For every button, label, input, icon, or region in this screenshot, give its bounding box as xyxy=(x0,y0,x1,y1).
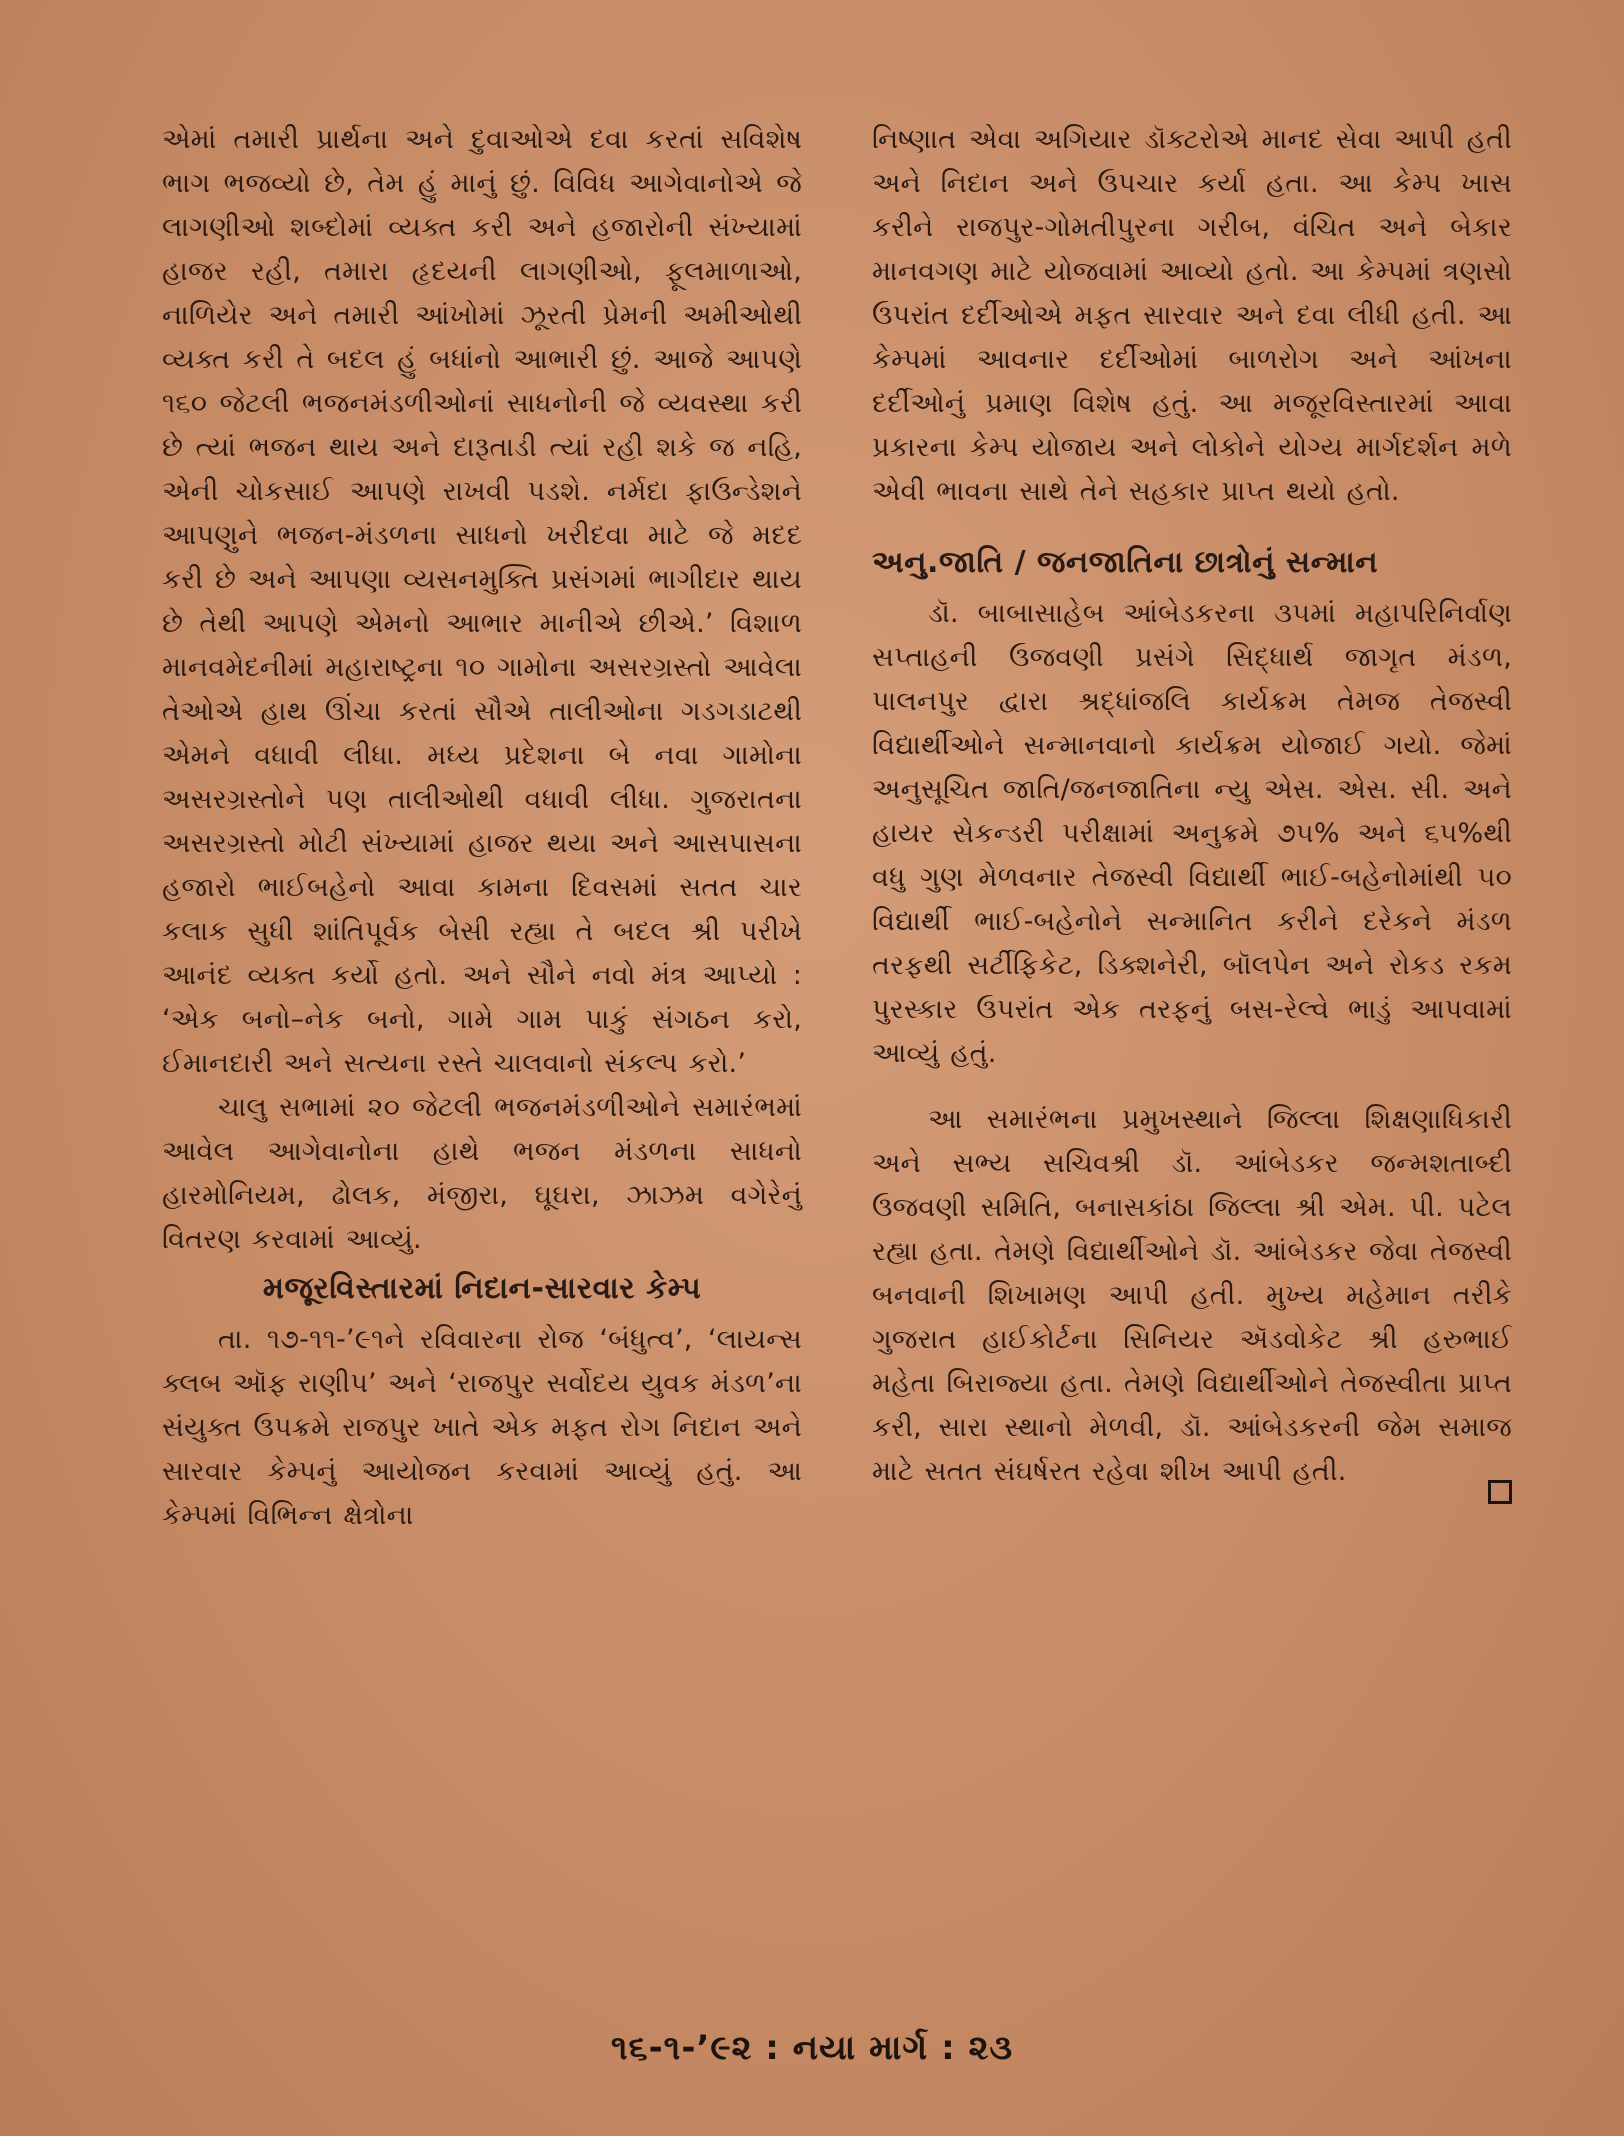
article-paragraph: તા. ૧૭-૧૧-’૯૧ને રવિવારના રોજ ‘બંધુત્વ’, ‘લાયન્સ ક્લબ ઑફ રાણીપ’ અને ‘રાજપુર સર્વોદય યુવક મંડળ’ના સંયુક્ત ઉપક્રમે રાજપુર ખાતે એક મફત રોગ નિદાન અને સારવાર કેમ્પનું આયોજન કરવામાં આવ્યું હતું. આ કેમ્પમાં વિભિન્ન ક્ષેત્રોના xyxy=(162,1324,802,1531)
article-paragraph: એમાં તમારી પ્રાર્થના અને દુવાઓએ દવા કરતાં સવિશેષ ભાગ ભજવ્યો છે, તેમ હું માનું છું. વિવિધ આગેવાનોએ જે લાગણીઓ શબ્દોમાં વ્યક્ત કરી અને હજારોની સંખ્યામાં હાજર રહી, તમારા હૃદયની લાગણીઓ, ફૂલમાળાઓ, નાળિયેર અને તમારી આંખોમાં ઝૂરતી પ્રેમની અમીઓથી વ્યક્ત કરી તે બદલ હું બધાંનો આભારી છું. આજે આપણે ૧૬૦ જેટલી ભજનમંડળીઓનાં સાધનોની જે વ્યવસ્થા કરી છે ત્યાં ભજન થાય અને દારૂતાડી ત્યાં રહી શકે જ નહિ, એની ચોકસાઈ આપણે રાખવી પડશે. નર્મદા ફાઉન્ડેશને આપણુને ભજન-મંડળના સાધનો ખરીદવા માટે જે મદદ કરી છે અને આપણા વ્યસનમુક્તિ પ્રસંગમાં ભાગીદાર થાય છે તેથી આપણે એમનો આભાર માનીએ છીએ.’ વિશાળ માનવમેદનીમાં મહારાષ્ટ્રના ૧૦ ગામોના અસરગ્રસ્તો આવેલા તેઓએ હાથ ઊંચા કરતાં સૌએ તાલીઓના ગડગડાટથી એમને વધાવી લીધા. મધ્ય પ્રદેશના બે નવા ગામોના અસરગ્રસ્તોને પણ તાલીઓથી વધાવી લીધા. ગુજરાતના અસરગ્રસ્તો મોટી સંખ્યામાં હાજર થયા અને આસપાસના હજારો ભાઈબહેનો આવા કામના દિવસમાં સતત ચાર કલાક સુધી શાંતિપૂર્વક બેસી રહ્યા તે બદલ શ્રી પરીખે આનંદ વ્યક્ત કર્યો હતો. અને સૌને નવો મંત્ર આપ્યો : ‘એક બનો–નેક બનો, ગામે ગામ પાકું સંગઠન કરો, ઈમાનદારી અને સત્યના રસ્તે ચાલવાનો સંકલ્પ કરો.’ xyxy=(162,124,802,1079)
end-of-article-square-icon xyxy=(1488,1480,1512,1504)
right-column-body xyxy=(872,118,1512,1494)
left-column xyxy=(162,118,802,1538)
article-paragraph: ચાલુ સભામાં ૨૦ જેટલી ભજનમંડળીઓને સમારંભમાં આવેલ આગેવાનોના હાથે ભજન મંડળના સાધનો હારમોનિયમ, ઢોલક, મંજીરા, ઘૂઘરા, ઝાઝમ વગેરેનું વિતરણ કરવામાં આવ્યું. xyxy=(162,1092,802,1255)
section-heading: મજૂરવિસ્તારમાં નિદાન-સારવાર કેમ્પ xyxy=(262,1271,702,1306)
article-paragraph: આ સમારંભના પ્રમુખસ્થાને જિલ્લા શિક્ષણાધિકારી અને સભ્ય સચિવશ્રી ડૉ. આંબેડકર જન્મશતાબ્દી ઉજવણી સમિતિ, બનાસકાંઠા જિલ્લા શ્રી એમ. પી. પટેલ રહ્યા હતા. તેમણે વિદ્યાર્થીઓને ડૉ. આંબેડકર જેવા તેજસ્વી બનવાની શિખામણ આપી હતી. મુખ્ય મહેમાન તરીકે ગુજરાત હાઈકોર્ટના સિનિયર ઍડવોકેટ શ્રી હરુભાઈ મહેતા બિરાજ્યા હતા. તેમણે વિદ્યાર્થીઓને તેજસ્વીતા પ્રાપ્ત કરી, સારા સ્થાનો મેળવી, ડૉ. આંબેડકરની જેમ સમાજ માટે સતત સંઘર્ષરત રહેવા શીખ આપી હતી. xyxy=(872,1104,1512,1487)
section-heading: અનુ.જાતિ / જનજાતિના છાત્રોનું સન્માન xyxy=(872,545,1379,580)
page-footer: ૧૬-૧-’૯૨ : નયા માર્ગ : ૨૩ xyxy=(610,2028,1014,2068)
article-paragraph: ડૉ. બાબાસાહેબ આંબેડકરના ૩૫માં મહાપરિનિર્વાણ સપ્તાહની ઉજવણી પ્રસંગે સિદ્ધાર્થ જાગૃત મંડળ, પાલનપુર દ્વારા શ્રદ્ધાંજલિ કાર્યક્રમ તેમજ તેજસ્વી વિદ્યાર્થીઓને સન્માનવાનો કાર્યક્રમ યોજાઈ ગયો. જેમાં અનુસૂચિત જાતિ/જનજાતિના ન્યુ એસ. એસ. સી. અને હાયર સેકન્ડરી પરીક્ષામાં અનુક્રમે ૭૫% અને ૬૫%થી વધુ ગુણ મેળવનાર તેજસ્વી વિદ્યાર્થી ભાઈ-બહેનોમાંથી ૫૦ વિદ્યાર્થી ભાઈ-બહેનોને સન્માનિત કરીને દરેકને મંડળ તરફથી સર્ટીફિકેટ, ડિક્શનેરી, બૉલપેન અને રોકડ રકમ પુરસ્કાર ઉપરાંત એક તરફનું બસ-રેલ્વે ભાડું આપવામાં આવ્યું હતું. xyxy=(872,598,1512,1069)
right-column xyxy=(872,118,1512,1494)
paragraph-gap xyxy=(872,1076,1512,1098)
article-paragraph: નિષ્ણાત એવા અગિયાર ડૉક્ટરોએ માનદ સેવા આપી હતી અને નિદાન અને ઉપચાર કર્યા હતા. આ કેમ્પ ખાસ કરીને રાજપુર-ગોમતીપુરના ગરીબ, વંચિત અને બેકાર માનવગણ માટે યોજવામાં આવ્યો હતો. આ કેમ્પમાં ત્રણસો ઉપરાંત દર્દીઓએ મફત સારવાર અને દવા લીધી હતી. આ કેમ્પમાં આવનાર દર્દીઓમાં બાળરોગ અને આંખના દર્દીઓનું પ્રમાણ વિશેષ હતું. આ મજૂરવિસ્તારમાં આવા પ્રકારના કેમ્પ યોજાય અને લોકોને યોગ્ય માર્ગદર્શન મળે એવી ભાવના સાથે તેને સહકાર પ્રાપ્ત થયો હતો. xyxy=(872,124,1512,507)
paragraph-gap xyxy=(872,514,1512,536)
